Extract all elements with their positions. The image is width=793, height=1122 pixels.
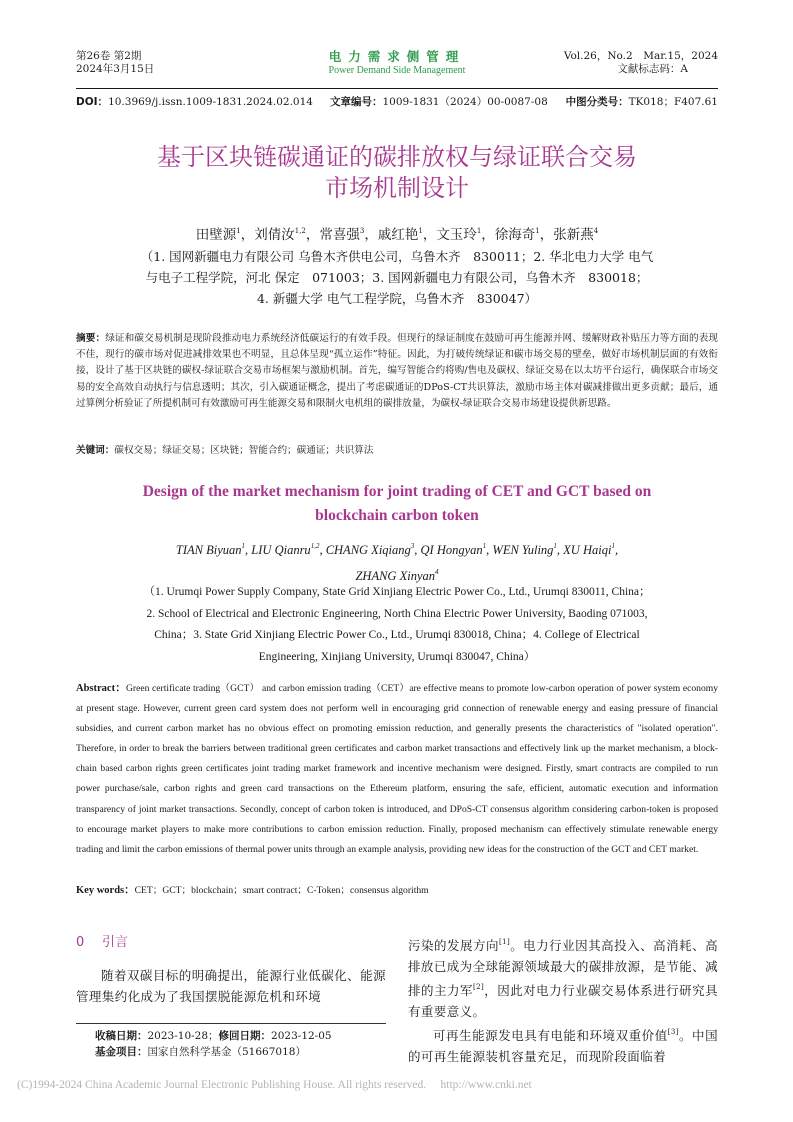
running-header	[76, 50, 718, 88]
title-cn	[76, 142, 718, 204]
affiliation-line-en: Engineering, Xinjiang University, Urumqi 830047, China）	[258, 650, 536, 663]
author-name-en: WEN Yuling	[492, 543, 554, 557]
author-name: 徐海奇	[494, 227, 536, 243]
author-affil-sup: 1,2	[310, 542, 320, 550]
author-affil-sup: 1,2	[294, 227, 306, 235]
doi-value[interactable]: 10.3969/j.issn.1009-1831.2024.02.014	[108, 96, 313, 108]
authors-cn: 田壁源$^1$，刘倩汝$^{1,2}$，常喜强$^3$，戚红艳$^1$，文玉玲$^1$，徐海奇$^1$，张新燕$^4$	[195, 227, 599, 243]
body-column-left	[76, 934, 386, 1007]
author-separator: ,	[319, 543, 326, 557]
author-name: 张新燕	[553, 227, 594, 243]
keywords-cn-text: 碳权交易；绿证交易；区块链；智能合约；碳通证；共识算法	[114, 445, 374, 456]
author-name-en: QI Hongyan	[420, 543, 483, 557]
affiliations-cn	[76, 246, 718, 309]
article-number-label: 文章编号：	[330, 96, 383, 108]
author-affil-sup: 4	[593, 227, 599, 235]
classification-label: 中图分类号：	[565, 96, 629, 108]
volume-issue-en: Vol.26，No.2 Mar.15，2024	[563, 50, 718, 62]
body-paragraph	[408, 932, 718, 1022]
classification-number	[566, 96, 718, 109]
keywords-en-text: CET；GCT；blockchain；smart contract；C-Token；consensus algorithm	[134, 885, 429, 896]
header-rule	[76, 88, 718, 89]
revised-label: 修回日期：	[218, 1030, 272, 1042]
received-date: 2023-10-28	[147, 1030, 209, 1042]
author-name: 田壁源	[195, 227, 237, 243]
author-separator: ,	[556, 543, 564, 557]
fund-info	[95, 1044, 332, 1060]
title-en	[76, 480, 718, 528]
text-run: 。中国的可再生能源装机容量充足，而现阶段面临着	[408, 1028, 718, 1064]
article-number	[330, 96, 548, 109]
author-name-en: XU Haiqi	[563, 543, 612, 557]
affiliation-line: 4. 新疆大学 电气工程学院，乌鲁木齐 830047）	[256, 291, 538, 306]
article-number-value: 1009-1831（2024）00-0087-08	[382, 96, 548, 108]
journal-name-en: Power Demand Side Management	[328, 65, 466, 76]
affiliation-line: （1. 国网新疆电力有限公司 乌鲁木齐供电公司，乌鲁木齐 830011；2. 华北电力大学 电气	[140, 249, 654, 264]
author-separator: ,	[614, 543, 619, 557]
author-affil-sup: 1	[476, 227, 482, 235]
authors-en	[76, 535, 718, 587]
revised-date: 2023-12-05	[271, 1030, 332, 1042]
author-name: 文玉玲	[436, 227, 477, 243]
section-title: 引言	[102, 935, 129, 950]
author-affil-sup: 1	[535, 227, 540, 235]
author-name: 刘倩汝	[254, 227, 295, 243]
document-code: 文献标志码：A	[617, 63, 688, 75]
received-label: 收稿日期：	[95, 1030, 148, 1042]
body-paragraph: 随着双碳目标的明确提出，能源行业低碳化、能源管理集约化成为了我国摆脱能源危机和环境	[76, 968, 386, 1004]
keywords-cn	[76, 443, 718, 459]
doi-label: DOI：	[76, 96, 109, 108]
date-cn: 2024年3月15日	[76, 63, 155, 75]
affiliation-line-en: China；3. State Grid Xinjiang Electric Power Co., Ltd., Urumqi 830018, China；4. College of Electrical	[154, 629, 640, 641]
abstract-en-text: Green certificate trading（GCT） and carbon emission trading（CET）are effective means to promote low-carbon operation of power system economy at present stage. However, current green card system does not perform well in encouraging grid connection of renewable energy and easing pressure of financial subsidies, and current carbon market has no obvious effect on promoting emission reduction, and generally presents the characteristics of "isolated operation". Therefore, in order to break the barriers between traditional green certificates and carbon market transactions and effectively link up the market mechanism, a block-chain based carbon rights green certificates joint trading market framework and incentive mechanism were designed. Firstly, smart contracts are compiled to run power purchase/sale, carbon rights and green card transactions on the Ethereum platform, ensuring the safe, efficient, automatic execution and information transparency of joint market transactions. Secondly, concept of carbon token is introduced, and DPoS-CT consensus algorithm considering carbon-token is proposed to encourage market players to make more contributions to carbon emission reduction. Finally, proposed mechanism can effectively stimulate renewable energy trading and limit the carbon emissions of thermal power units through an example analysis, providing new ideas for the construction of the GCT and CET market.	[76, 683, 718, 855]
author-affil-sup: 1	[241, 542, 246, 550]
author-affil-sup: 1	[482, 542, 487, 550]
text-run: 可再生能源发电具有电能和环境双重价值	[433, 1028, 668, 1043]
author-separator: ,	[486, 543, 493, 557]
title-en-line2: blockchain carbon token	[315, 507, 479, 524]
title-cn-line1: 基于区块链碳通证的碳排放权与绿证联合交易	[157, 143, 637, 171]
title-en-line1: Design of the market mechanism for joint trading of CET and GCT based on	[142, 483, 652, 500]
footnotes	[95, 1028, 332, 1060]
journal-name-cn: 电力需求侧管理	[328, 49, 466, 64]
text-run: ，因此对电力行业碳交易体系进行研究具有重要意义。	[408, 983, 718, 1019]
author-affil-sup: 1	[553, 542, 557, 550]
author-affil-sup: 4	[435, 568, 439, 576]
author-affil-sup: 1	[611, 542, 615, 550]
affiliation-line-en: 2. School of Electrical and Electronic Engineering, North China Electric Power University, Baoding 071003,	[146, 607, 648, 620]
keywords-en-label: Key words：	[76, 885, 135, 896]
volume-issue-cn: 第26卷 第2期	[76, 50, 142, 62]
author-name: 常喜强	[319, 227, 360, 243]
classification-value: TK018；F407.61	[628, 96, 718, 108]
keywords-cn-label: 关键词：	[76, 445, 115, 456]
abstract-en	[76, 679, 718, 860]
author-name-en: LIU Qianru	[251, 543, 311, 557]
header-issue-en	[564, 50, 718, 76]
citation-link[interactable]: [1]	[498, 938, 511, 946]
author-name: 戚红艳	[377, 227, 419, 243]
title-cn-line2: 市场机制设计	[325, 174, 469, 202]
doi	[76, 96, 313, 109]
section-number: 0	[76, 935, 85, 950]
abstract-cn-text: 绿证和碳交易机制是现阶段推动电力系统经济低碳运行的有效手段。但现行的绿证制度在鼓励可再生能源并网、缓解财政补贴压力等方面的表现不佳，现行的碳市场对促进减排效果也不明显，且总体呈现“孤立运作”特征。因此，为打破传统绿证和碳市场交易的壁垒，做好市场机制层面的有效衔接，设计了基于区块链的碳权-绿证联合交易市场框架与激励机制。首先，编写智能合约将购/售电及碳权、绿证交易在以太坊平台运行，确保联合市场交易的安全高效自动执行与信息透明；其次，引入碳通证概念，提出了考虑碳通证的DPoS-CT共识算法，激励市场主体对碳减排做出更多贡献；最后，通过算例分析验证了所提机制可有效激励可再生能源交易和限制火电机组的碳排放量，为碳权-绿证联合交易市场建设提供新思路。	[76, 333, 719, 409]
keywords-en	[76, 883, 718, 899]
affiliation-line: 与电子工程学院，河北 保定 071003；3. 国网新疆电力有限公司，乌鲁木齐 830018；	[145, 270, 649, 285]
text-run: 污染的发展方向	[408, 938, 499, 953]
affiliation-line-en: （1. Urumqi Power Supply Company, State Grid Xinjiang Electric Power Co., Ltd., Urumqi 830011, China；	[143, 586, 651, 598]
author-name-en: ZHANG Xinyan	[355, 569, 435, 583]
section-heading	[76, 934, 386, 952]
body-column-right	[408, 932, 718, 1067]
affiliations-en	[76, 582, 718, 668]
author-name-en: CHANG Xiqiang	[325, 543, 411, 557]
fund-value: 国家自然科学基金（51667018）	[147, 1046, 306, 1058]
author-affil-sup: 3	[359, 227, 365, 235]
author-affil-sup: 1	[236, 227, 241, 235]
author-separator: ,	[245, 543, 252, 557]
citation-link[interactable]: [3]	[667, 1028, 679, 1036]
author-separator: ,	[414, 543, 421, 557]
author-affil-sup: 1	[418, 227, 423, 235]
author-name-en: TIAN Biyuan	[175, 543, 242, 557]
footnote-rule	[76, 1023, 386, 1024]
received-dates: 收稿日期：2023-10-28；修回日期：2023-12-05	[95, 1030, 332, 1042]
body-paragraph	[408, 1022, 718, 1067]
citation-link[interactable]: [2]	[472, 983, 485, 991]
author-affil-sup: 3	[410, 542, 415, 550]
copyright-footer: (C)1994-2024 China Academic Journal Electronic Publishing House. All rights reserved. http://www.cnki.net	[17, 1079, 532, 1091]
abstract-cn	[76, 331, 718, 412]
abstract-en-label: Abstract：	[76, 683, 126, 694]
abstract-cn-label: 摘要：	[76, 333, 106, 344]
fund-label: 基金项目：	[95, 1046, 148, 1058]
text-run: 。电力行业因其高投入、高消耗、高排放已成为全球能源领域最大的碳排放源，是节能、减排的主力军	[408, 938, 718, 998]
